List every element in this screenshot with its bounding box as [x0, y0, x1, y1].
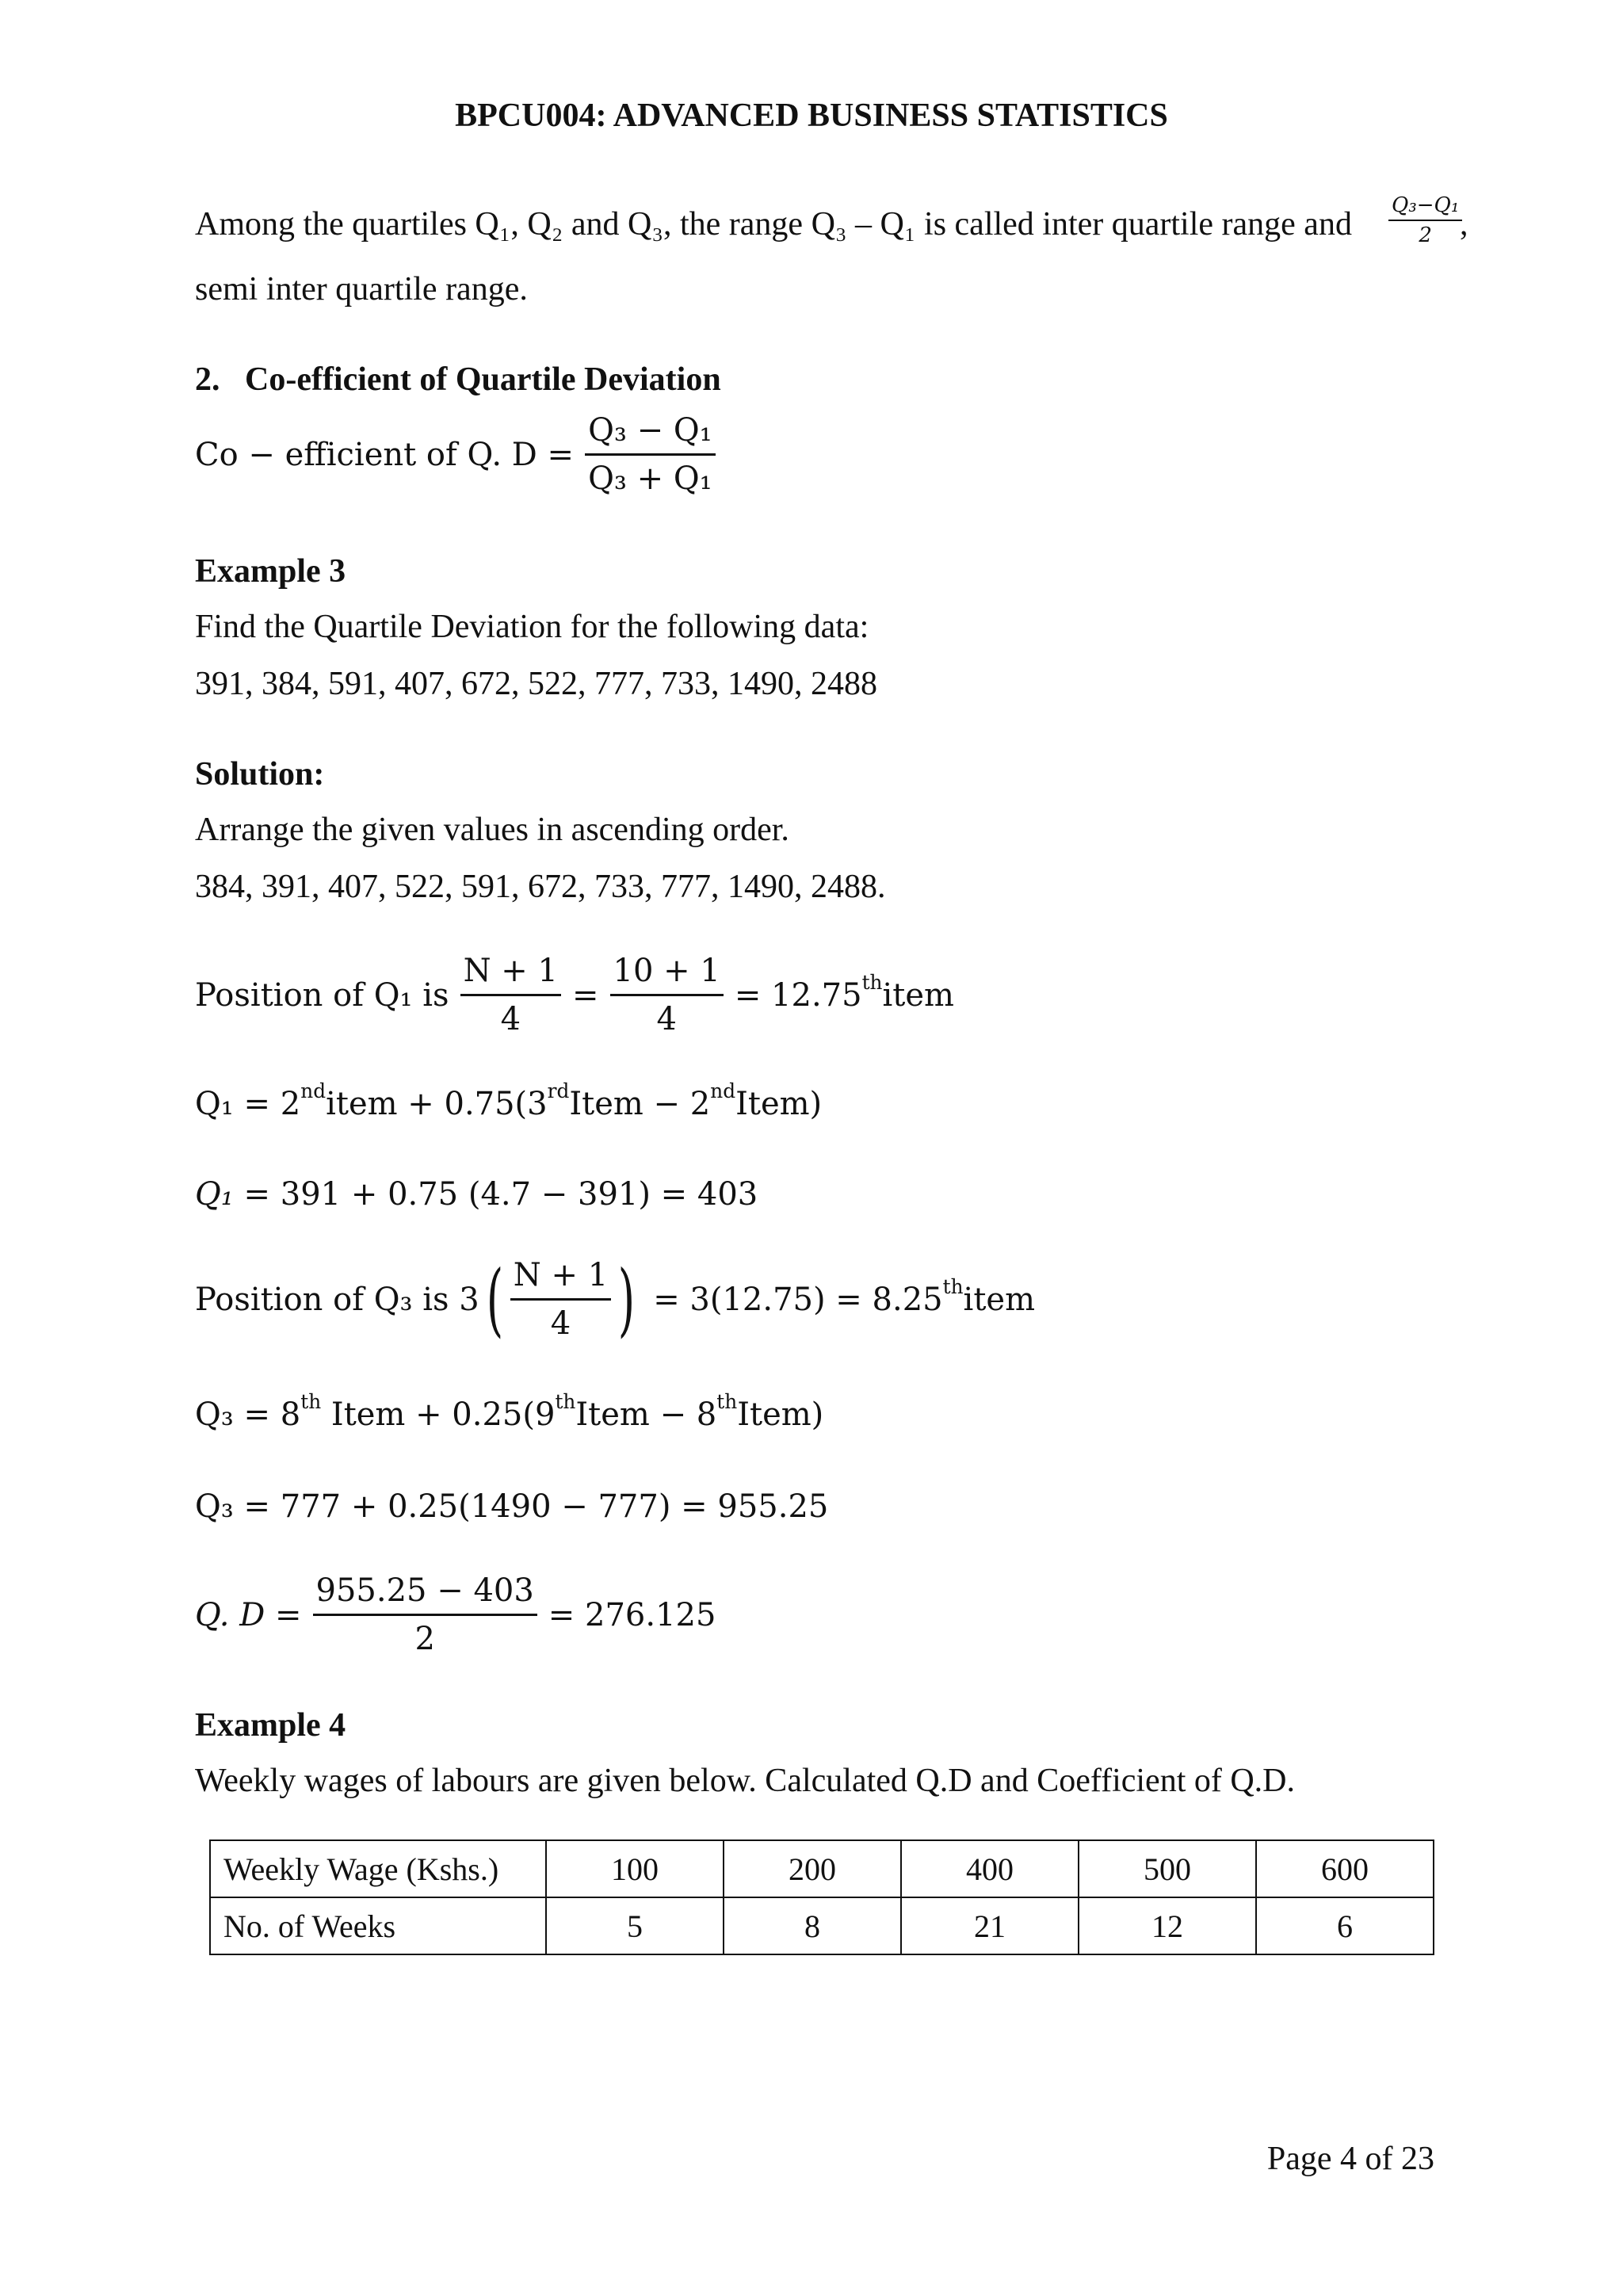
position-q1-result: = 12.75thitem	[734, 970, 954, 1014]
solution-heading: Solution:	[195, 756, 325, 793]
q3-interpolation-formula: Q₃ = 8th Item + 0.25(9thItem − 8thItem)	[195, 1389, 824, 1433]
table-cell: 200	[724, 1840, 901, 1897]
example3-prompt: Find the Quartile Deviation for the following data:	[195, 609, 869, 645]
position-q3-label: Position of Q₃ is 3	[195, 1281, 479, 1318]
q1-value-equation	[195, 1176, 758, 1213]
table-cell: 600	[1256, 1840, 1434, 1897]
example3-heading: Example 3	[195, 553, 346, 590]
table-cell: 500	[1079, 1840, 1256, 1897]
coef-qd-denominator: Q₃ + Q₁	[588, 460, 712, 497]
q3-value-equation: Q₃ = 777 + 0.25(1490 − 777) = 955.25	[195, 1488, 829, 1525]
semi-iqr-fraction	[1388, 193, 1462, 247]
qd-equation	[195, 1572, 716, 1657]
position-q1-frac2-den: 4	[656, 1001, 677, 1037]
position-q3-den: 4	[550, 1305, 571, 1342]
example4-prompt: Weekly wages of labours are given below. Calculated Q.D and Coefficient of Q.D.	[195, 1763, 1296, 1799]
table-cell: 12	[1079, 1897, 1256, 1954]
semi-iqr-numerator: Q₃−Q₁	[1392, 193, 1460, 217]
q1-value: = 391 + 0.75 (4.7 − 391) = 403	[243, 1176, 758, 1213]
qd-lhs: Q. D =	[195, 1596, 302, 1633]
q1-interpolation-formula: Q₁ = 2nditem + 0.75(3rdItem − 2ndItem)	[195, 1079, 823, 1122]
position-q3-num: N + 1	[513, 1257, 609, 1293]
example4-heading: Example 4	[195, 1707, 346, 1744]
position-q3-equation	[195, 1252, 1036, 1346]
position-q1-equals: =	[572, 976, 599, 1014]
table-cell: 100	[546, 1840, 724, 1897]
table-row	[210, 1840, 1434, 1897]
intro-paragraph-line2: semi inter quartile range.	[195, 271, 528, 308]
position-q1-label: Position of Q₁ is	[195, 976, 449, 1014]
position-q1-equation	[195, 953, 954, 1037]
right-paren: )	[617, 1252, 636, 1346]
table-cell: No. of Weeks	[210, 1897, 546, 1954]
table-cell: 8	[724, 1897, 901, 1954]
table-cell: 6	[1256, 1897, 1434, 1954]
table-cell: Weekly Wage (Kshs.)	[210, 1840, 546, 1897]
table-row	[210, 1897, 1434, 1954]
position-q1-frac1-den: 4	[500, 1001, 521, 1037]
semi-iqr-denominator: 2	[1419, 223, 1432, 247]
intro-text: Among the quartiles Q₁, Q₂ and Q₃, the range Q₃ – Q₁ is called inter quartile range and	[195, 206, 1352, 243]
qd-denominator: 2	[414, 1621, 435, 1657]
solution-sorted-values: 384, 391, 407, 522, 591, 672, 733, 777, 1490, 2488.	[195, 869, 886, 905]
intro-paragraph-line1	[195, 208, 1352, 241]
table-cell: 21	[901, 1897, 1079, 1954]
solution-instruction: Arrange the given values in ascending order.	[195, 812, 789, 848]
table-cell: 400	[901, 1840, 1079, 1897]
coef-qd-numerator: Q₃ − Q₁	[588, 412, 712, 449]
page-header: BPCU004: ADVANCED BUSINESS STATISTICS	[455, 97, 1168, 134]
section-heading-coef-qd: 2. Co-efficient of Quartile Deviation	[195, 361, 721, 398]
position-q3-result: = 3(12.75) = 8.25thitem	[653, 1274, 1036, 1318]
qd-numerator: 955.25 − 403	[315, 1572, 534, 1609]
q1-symbol: Q₁	[195, 1176, 234, 1213]
position-q1-frac1-num: N + 1	[463, 953, 558, 989]
coef-qd-lhs: Co − efficient of Q. D =	[195, 436, 575, 473]
table-cell: 5	[546, 1897, 724, 1954]
weekly-wage-table	[209, 1839, 1434, 1955]
page-number: Page 4 of 23	[1266, 2141, 1434, 2177]
position-q1-frac2-num: 10 + 1	[613, 953, 720, 989]
left-paren: (	[486, 1252, 503, 1346]
coef-qd-formula	[195, 412, 716, 497]
intro-comma: ,	[1460, 206, 1468, 243]
qd-result: = 276.125	[548, 1596, 716, 1633]
example3-data: 391, 384, 591, 407, 672, 522, 777, 733, 1490, 2488	[195, 666, 877, 702]
